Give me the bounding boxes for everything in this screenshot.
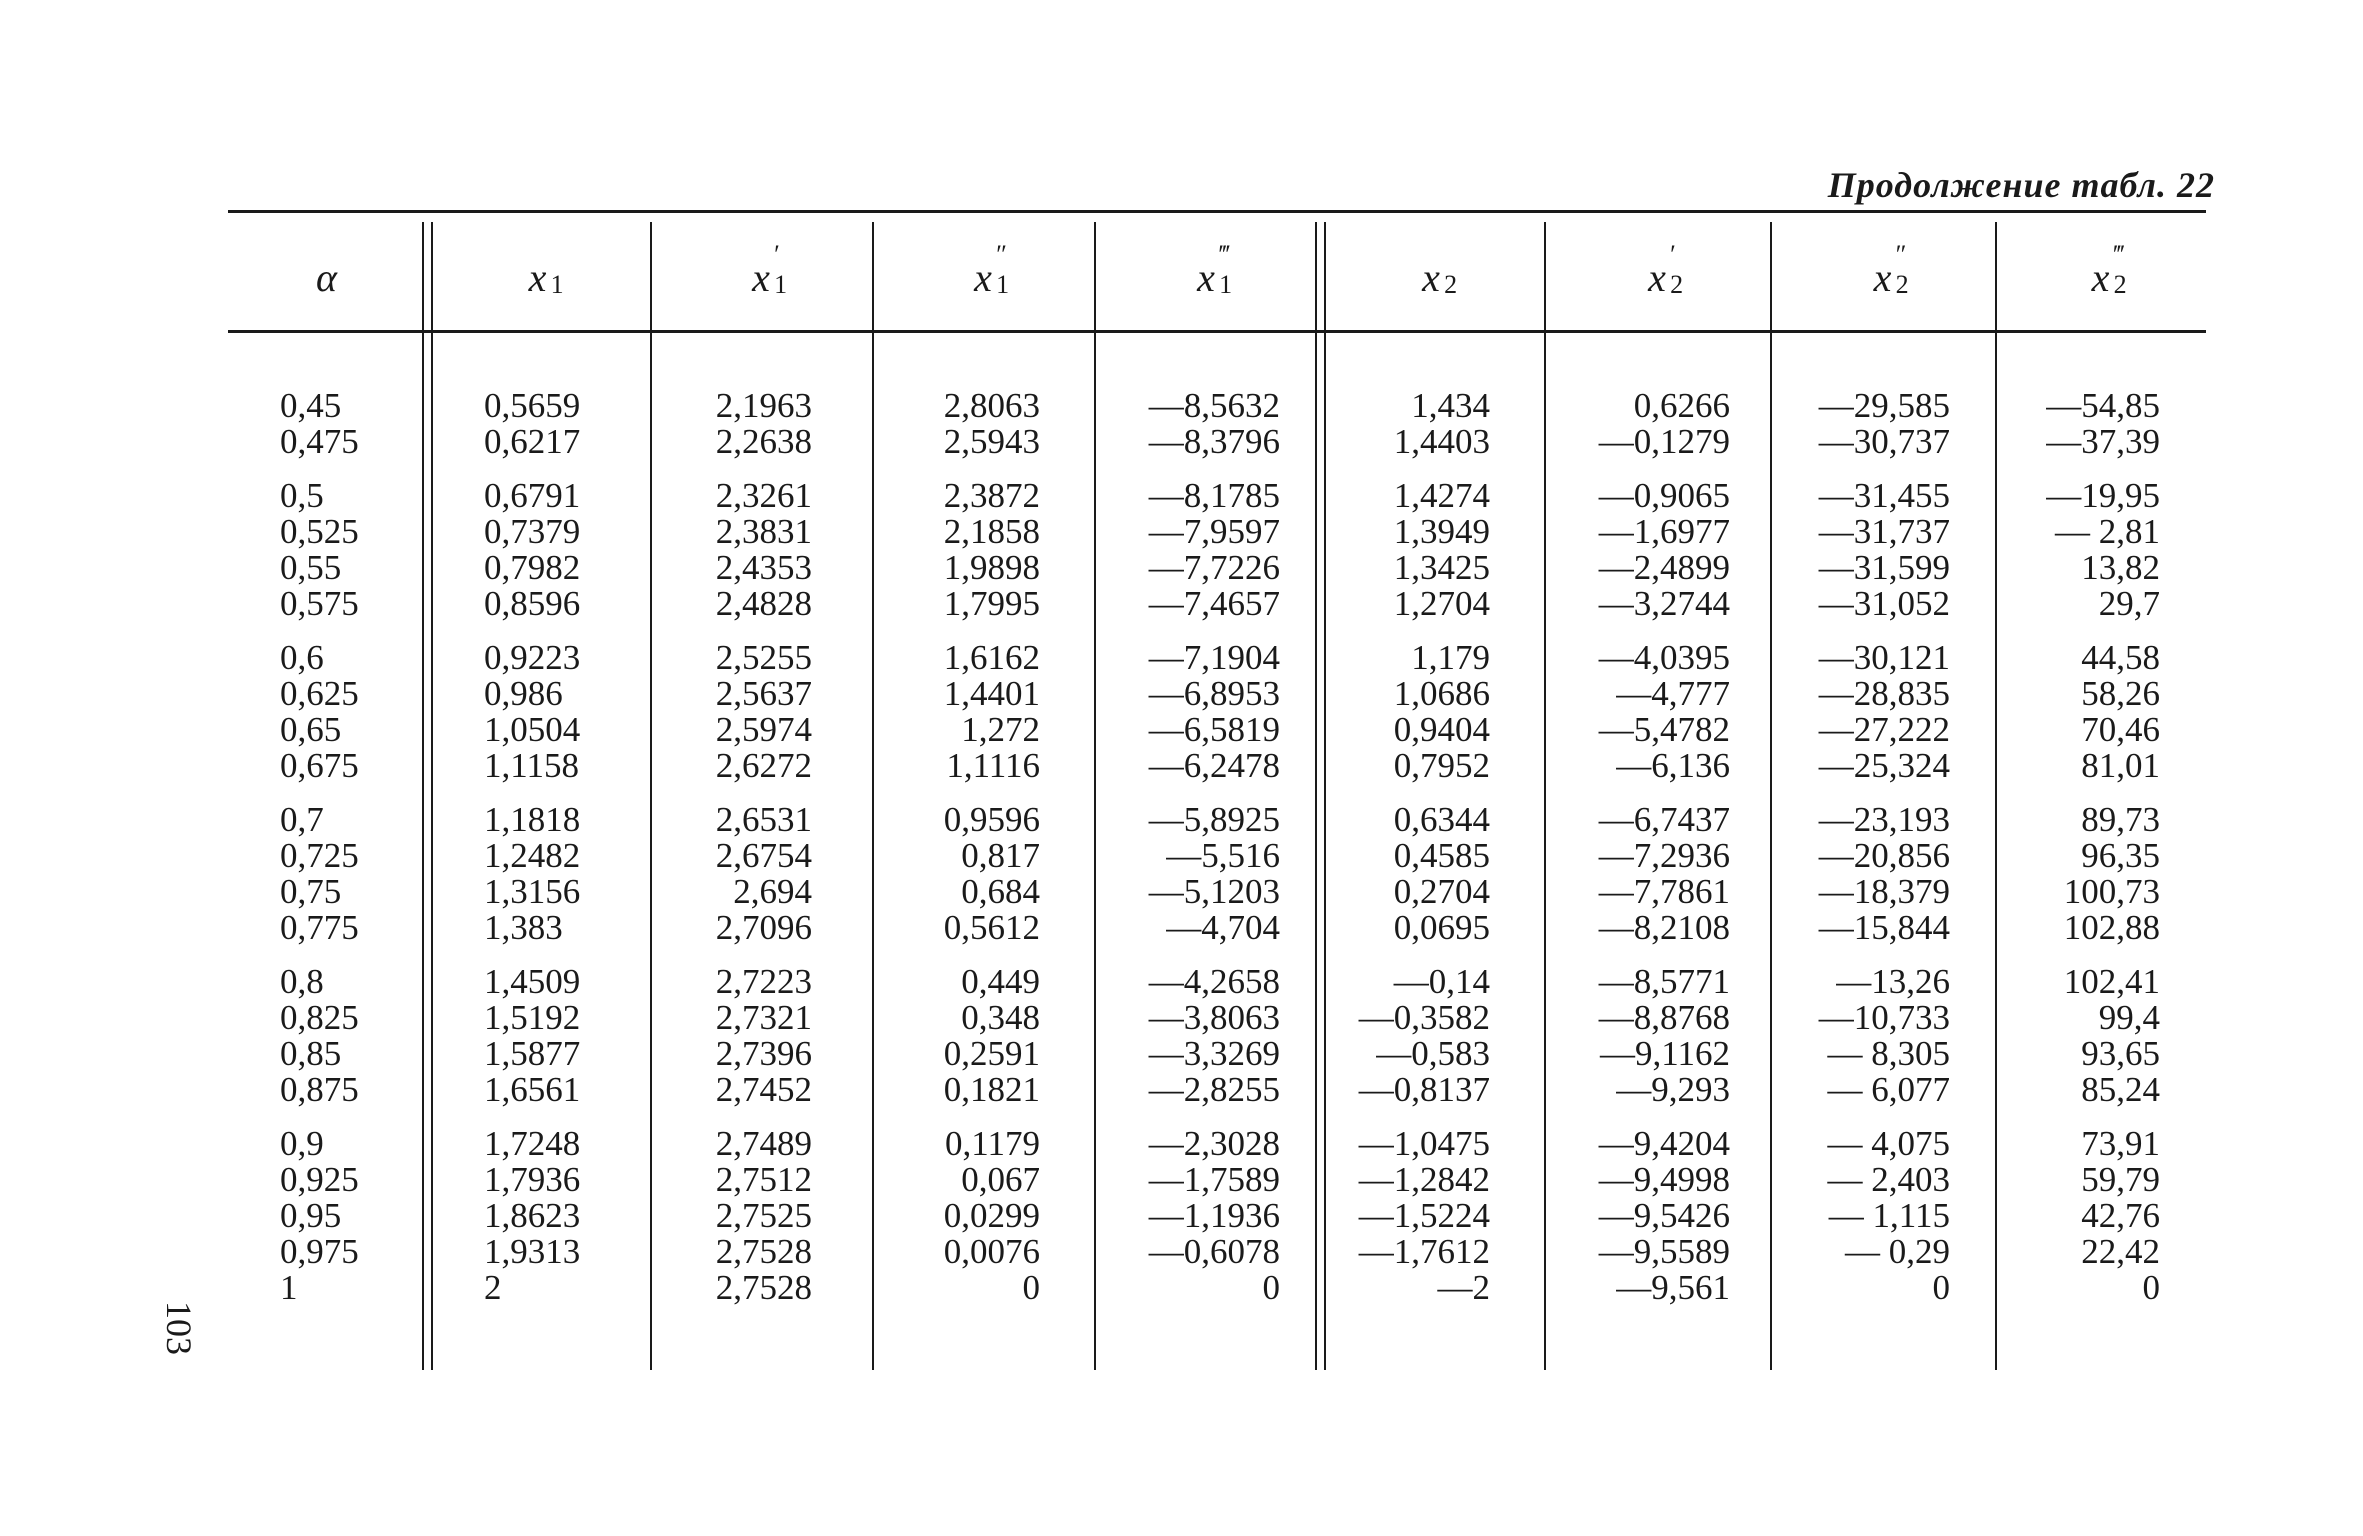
table-cell: —9,293 — [1616, 1070, 1730, 1109]
table-cell: 0,975 — [280, 1232, 359, 1271]
table-cell: 2,1963 — [715, 386, 812, 425]
column-header — [1770, 222, 1995, 332]
table-cell: 2,7452 — [715, 1070, 812, 1109]
table-cell: 2,7223 — [715, 962, 812, 1001]
table-cell: 2,7321 — [715, 998, 812, 1037]
table-cell: 0,775 — [280, 908, 359, 947]
table-cell: —3,8063 — [1148, 998, 1280, 1037]
header-subscript: 2 — [1670, 269, 1684, 299]
table-cell: — 8,305 — [1827, 1034, 1950, 1073]
table-cell: 2,1858 — [943, 512, 1040, 551]
table-cell: 0,475 — [280, 422, 359, 461]
table-cell: 2,4353 — [715, 548, 812, 587]
table-column — [1740, 388, 1950, 1306]
table-cell: —7,4657 — [1148, 584, 1280, 623]
table-cell: 1,3425 — [1393, 548, 1490, 587]
table-cell: 1,9313 — [484, 1232, 581, 1271]
table-cell: —10,733 — [1818, 998, 1950, 1037]
page-number: 103 — [159, 1301, 199, 1355]
header-subscript: 1 — [996, 269, 1010, 299]
table-cell: —5,516 — [1166, 836, 1280, 875]
table-column — [1950, 388, 2160, 1306]
table-cell: 93,65 — [2081, 1034, 2160, 1073]
table-cell: —9,5589 — [1598, 1232, 1730, 1271]
header-symbol: x — [1422, 254, 1440, 300]
table-cell: — 4,075 — [1827, 1124, 1950, 1163]
table-cell: —1,2842 — [1358, 1160, 1490, 1199]
header-symbol: x — [974, 254, 992, 300]
table-cell: — 1,115 — [1828, 1196, 1950, 1235]
header-prime: ′ — [774, 239, 780, 269]
table-column — [1520, 388, 1730, 1306]
table-cell: —6,136 — [1616, 746, 1730, 785]
table-cell: 0,2591 — [943, 1034, 1040, 1073]
table-cell: 2,5974 — [715, 710, 812, 749]
table-cell: 2,5637 — [715, 674, 812, 713]
table-cell: —5,1203 — [1148, 872, 1280, 911]
table-cell: 0,067 — [961, 1160, 1040, 1199]
table-cell: 22,42 — [2081, 1232, 2160, 1271]
table-cell: —27,222 — [1818, 710, 1950, 749]
table-cell: —1,1936 — [1148, 1196, 1280, 1235]
table-cell: —5,4782 — [1598, 710, 1730, 749]
table-cell: 0,1821 — [943, 1070, 1040, 1109]
table-cell: —7,9597 — [1148, 512, 1280, 551]
table-cell: —6,7437 — [1598, 800, 1730, 839]
table-cell: 58,26 — [2081, 674, 2160, 713]
table-cell: —6,5819 — [1148, 710, 1280, 749]
table-cell: —31,737 — [1818, 512, 1950, 551]
table-cell: —8,5632 — [1148, 386, 1280, 425]
table-cell: —37,39 — [2046, 422, 2160, 461]
table-cell: 0,8 — [280, 962, 324, 1001]
table-cell: 2,6272 — [715, 746, 812, 785]
table-column — [602, 388, 812, 1306]
table-cell: 0,85 — [280, 1034, 342, 1073]
table-cell: —9,4204 — [1598, 1124, 1730, 1163]
header-prime: ‴ — [2113, 239, 2125, 269]
header-symbol: x — [1648, 254, 1666, 300]
table-cell: —2,3028 — [1148, 1124, 1280, 1163]
table-cell: —9,4998 — [1598, 1160, 1730, 1199]
table-cell: —8,3796 — [1148, 422, 1280, 461]
table-cell: 2,7528 — [715, 1232, 812, 1271]
table-cell: 59,79 — [2081, 1160, 2160, 1199]
table-cell: 2,2638 — [715, 422, 812, 461]
table-cell: 2,8063 — [943, 386, 1040, 425]
table-cell: 1,3156 — [484, 872, 581, 911]
table-cell: 2,5943 — [943, 422, 1040, 461]
table-cell: 1,383 — [484, 908, 563, 947]
table-cell: 0,825 — [280, 998, 359, 1037]
table-cell: —31,599 — [1818, 548, 1950, 587]
table-cell: —2,4899 — [1598, 548, 1730, 587]
table-cell: —4,0395 — [1598, 638, 1730, 677]
table-cell: 1,7936 — [484, 1160, 581, 1199]
table-cell: 29,7 — [2098, 584, 2160, 623]
table-cell: 1,1116 — [946, 746, 1040, 785]
table-cell: 1,7248 — [484, 1124, 581, 1163]
table-cell: —8,2108 — [1598, 908, 1730, 947]
table-cell: —29,585 — [1818, 386, 1950, 425]
table-cell: 89,73 — [2081, 800, 2160, 839]
table-cell: 0,5 — [280, 476, 324, 515]
table-cell: 1,3949 — [1393, 512, 1490, 551]
table-cell: —4,704 — [1166, 908, 1280, 947]
table-cell: —19,95 — [2046, 476, 2160, 515]
table-cell: 1,1818 — [484, 800, 581, 839]
table-cell: —2,8255 — [1148, 1070, 1280, 1109]
header-symbol: x — [1197, 254, 1215, 300]
table-cell: 0,6 — [280, 638, 324, 677]
table-cell: —5,8925 — [1148, 800, 1280, 839]
header-subscript: 1 — [1219, 269, 1233, 299]
table-cell: 0,5612 — [943, 908, 1040, 947]
column-header — [1318, 222, 1544, 332]
table-cell: 0,6791 — [484, 476, 581, 515]
table-cell: 0,55 — [280, 548, 342, 587]
header-subscript: 1 — [550, 269, 564, 299]
table-cell: 2,7396 — [715, 1034, 812, 1073]
table-column — [830, 388, 1040, 1306]
table-cell: 2,7525 — [715, 1196, 812, 1235]
table-cell: —0,6078 — [1148, 1232, 1280, 1271]
table-cell: 2,694 — [733, 872, 812, 911]
table-cell: —31,052 — [1818, 584, 1950, 623]
table-caption: Продолжение табл. 22 — [1827, 165, 2215, 205]
table-cell: 0,0299 — [943, 1196, 1040, 1235]
table-cell: —15,844 — [1818, 908, 1950, 947]
table-cell: 2,4828 — [715, 584, 812, 623]
table-cell: 2 — [484, 1268, 502, 1307]
header-symbol: x — [752, 254, 770, 300]
table-cell: 44,58 — [2081, 638, 2160, 677]
table-cell: 0,1179 — [945, 1124, 1040, 1163]
table-cell: 2,3261 — [715, 476, 812, 515]
table-cell: —0,8137 — [1358, 1070, 1490, 1109]
table-cell: 0,625 — [280, 674, 359, 713]
table-cell: 0,0076 — [943, 1232, 1040, 1271]
table-cell: 0,348 — [961, 998, 1040, 1037]
table-cell: 99,4 — [2098, 998, 2160, 1037]
table-cell: 0,65 — [280, 710, 342, 749]
table-cell: 0,7982 — [484, 548, 581, 587]
table-cell: 0 — [1932, 1268, 1950, 1307]
table-cell: —23,193 — [1818, 800, 1950, 839]
table-cell: —7,1904 — [1148, 638, 1280, 677]
table-cell: —6,8953 — [1148, 674, 1280, 713]
table-cell: 0 — [2142, 1268, 2160, 1307]
table-cell: 70,46 — [2081, 710, 2160, 749]
table-cell: —0,3582 — [1358, 998, 1490, 1037]
table-cell: 42,76 — [2081, 1196, 2160, 1235]
table-cell: 1,5877 — [484, 1034, 581, 1073]
table-cell: —13,26 — [1836, 962, 1950, 1001]
header-symbol: x — [528, 254, 547, 300]
table-cell: —1,0475 — [1358, 1124, 1490, 1163]
table-cell: —4,2658 — [1148, 962, 1280, 1001]
table-cell: 0,575 — [280, 584, 359, 623]
table-cell: 13,82 — [2081, 548, 2160, 587]
column-header — [228, 222, 425, 332]
table-cell: 1,272 — [961, 710, 1040, 749]
table-cell: 0,5659 — [484, 386, 581, 425]
table-cell: — 0,29 — [1845, 1232, 1950, 1271]
table-cell: —20,856 — [1818, 836, 1950, 875]
table-cell: 0,449 — [961, 962, 1040, 1001]
table-cell: —0,9065 — [1598, 476, 1730, 515]
table-cell: 102,41 — [2063, 962, 2160, 1001]
header-subscript: 2 — [1444, 269, 1458, 299]
table-cell: 0,6266 — [1633, 386, 1730, 425]
table-cell: 2,7489 — [715, 1124, 812, 1163]
table-cell: —9,5426 — [1598, 1196, 1730, 1235]
table-cell: 2,6531 — [715, 800, 812, 839]
table-cell: —1,7589 — [1148, 1160, 1280, 1199]
table-cell: —4,777 — [1616, 674, 1730, 713]
header-prime: ″ — [1895, 239, 1907, 269]
table-cell: 0,9223 — [484, 638, 581, 677]
table-cell: 0,75 — [280, 872, 342, 911]
table-cell: 73,91 — [2081, 1124, 2160, 1163]
table-cell: 102,88 — [2063, 908, 2160, 947]
table-cell: —18,379 — [1818, 872, 1950, 911]
table-cell: 0,95 — [280, 1196, 342, 1235]
table-cell: 1,4274 — [1393, 476, 1490, 515]
table-cell: 0,817 — [961, 836, 1040, 875]
table-cell: —8,5771 — [1598, 962, 1730, 1001]
table-cell: 1,6162 — [943, 638, 1040, 677]
table-cell: —1,5224 — [1358, 1196, 1490, 1235]
table-cell: 100,73 — [2063, 872, 2160, 911]
column-header — [1544, 222, 1770, 332]
header-symbol: x — [2091, 254, 2110, 300]
table-cell: 1,9898 — [943, 548, 1040, 587]
table-cell: 0,9404 — [1393, 710, 1490, 749]
table-cell: 2,6754 — [715, 836, 812, 875]
table-cell: 2,5255 — [715, 638, 812, 677]
table-cell: 0,6344 — [1393, 800, 1490, 839]
header-prime: ″ — [996, 239, 1007, 269]
table-cell: —30,737 — [1818, 422, 1950, 461]
table-cell: 1,0504 — [484, 710, 581, 749]
table-cell: 0,45 — [280, 386, 342, 425]
table-cell: 1,7995 — [943, 584, 1040, 623]
table-cell: 0,525 — [280, 512, 359, 551]
table-cell: 0,9596 — [943, 800, 1040, 839]
table-cell: —1,6977 — [1598, 512, 1730, 551]
table-column — [1280, 388, 1490, 1306]
column-header — [872, 222, 1094, 332]
table-cell: 0,684 — [961, 872, 1040, 911]
table-cell: 85,24 — [2081, 1070, 2160, 1109]
header-subscript: 2 — [1895, 269, 1909, 299]
table-column — [280, 388, 480, 1306]
table-cell: —54,85 — [2046, 386, 2160, 425]
table-cell: 1,6561 — [484, 1070, 581, 1109]
table-cell: 1,2704 — [1393, 584, 1490, 623]
table-cell: —7,2936 — [1598, 836, 1730, 875]
table-cell: —7,7861 — [1598, 872, 1730, 911]
table-cell: 0,9 — [280, 1124, 324, 1163]
table-top-rule — [228, 210, 2206, 213]
table-cell: 0 — [1022, 1268, 1040, 1307]
table-cell: —0,583 — [1376, 1034, 1490, 1073]
header-prime: ‴ — [1219, 239, 1230, 269]
table-cell: 1,5192 — [484, 998, 581, 1037]
table-cell: 1,4509 — [484, 962, 581, 1001]
table-cell: 0,6217 — [484, 422, 581, 461]
table-cell: 96,35 — [2081, 836, 2160, 875]
table-cell: 0,7952 — [1393, 746, 1490, 785]
table-cell: —30,121 — [1818, 638, 1950, 677]
table-cell: —25,324 — [1818, 746, 1950, 785]
table-cell: —1,7612 — [1358, 1232, 1490, 1271]
table-cell: —31,455 — [1818, 476, 1950, 515]
column-header — [650, 222, 872, 332]
header-prime: ′ — [1670, 239, 1676, 269]
table-cell: 0 — [1262, 1268, 1280, 1307]
table-cell: 1 — [280, 1268, 298, 1307]
table-cell: 1,0686 — [1393, 674, 1490, 713]
table-cell: 2,7096 — [715, 908, 812, 947]
table-cell: 0,925 — [280, 1160, 359, 1199]
table-cell: 81,01 — [2081, 746, 2160, 785]
table-cell: 1,179 — [1411, 638, 1490, 677]
table-cell: — 2,403 — [1827, 1160, 1950, 1199]
table-cell: —3,2744 — [1598, 584, 1730, 623]
table-cell: —9,1162 — [1600, 1034, 1730, 1073]
table-cell: —8,8768 — [1598, 998, 1730, 1037]
table-cell: 0,8596 — [484, 584, 581, 623]
table-cell: 0,725 — [280, 836, 359, 875]
table-cell: 0,4585 — [1393, 836, 1490, 875]
table-cell: 0,2704 — [1393, 872, 1490, 911]
table-cell: 0,675 — [280, 746, 359, 785]
table-cell: 2,7528 — [715, 1268, 812, 1307]
table-cell: 0,986 — [484, 674, 563, 713]
table-cell: 1,434 — [1411, 386, 1490, 425]
header-subscript: 2 — [2113, 269, 2127, 299]
header-subscript: 1 — [774, 269, 788, 299]
table-cell: 2,7512 — [715, 1160, 812, 1199]
table-cell: 0,875 — [280, 1070, 359, 1109]
table-cell: 1,1158 — [484, 746, 579, 785]
table-cell: —7,7226 — [1148, 548, 1280, 587]
table-cell: —6,2478 — [1148, 746, 1280, 785]
table-cell: 2,3872 — [943, 476, 1040, 515]
column-header — [1995, 222, 2206, 332]
column-header — [1094, 222, 1318, 332]
table-cell: —3,3269 — [1148, 1034, 1280, 1073]
header-symbol: x — [1873, 254, 1892, 300]
table-cell: 1,4403 — [1393, 422, 1490, 461]
table-cell: —8,1785 — [1148, 476, 1280, 515]
table-cell: —9,561 — [1616, 1268, 1730, 1307]
table-cell: —0,14 — [1393, 962, 1490, 1001]
table-cell: 1,2482 — [484, 836, 581, 875]
table-cell: — 2,81 — [2055, 512, 2160, 551]
table-cell: — 6,077 — [1827, 1070, 1950, 1109]
table-cell: 0,7 — [280, 800, 324, 839]
table-cell: —2 — [1437, 1268, 1490, 1307]
header-symbol: α — [316, 254, 337, 300]
table-cell: 1,4401 — [943, 674, 1040, 713]
column-header — [425, 222, 650, 332]
table-column — [1070, 388, 1280, 1306]
table-cell: —0,1279 — [1598, 422, 1730, 461]
table-cell: 0,7379 — [484, 512, 581, 551]
table-cell: —28,835 — [1818, 674, 1950, 713]
table-cell: 0,0695 — [1393, 908, 1490, 947]
table-cell: 1,8623 — [484, 1196, 581, 1235]
table-cell: 2,3831 — [715, 512, 812, 551]
